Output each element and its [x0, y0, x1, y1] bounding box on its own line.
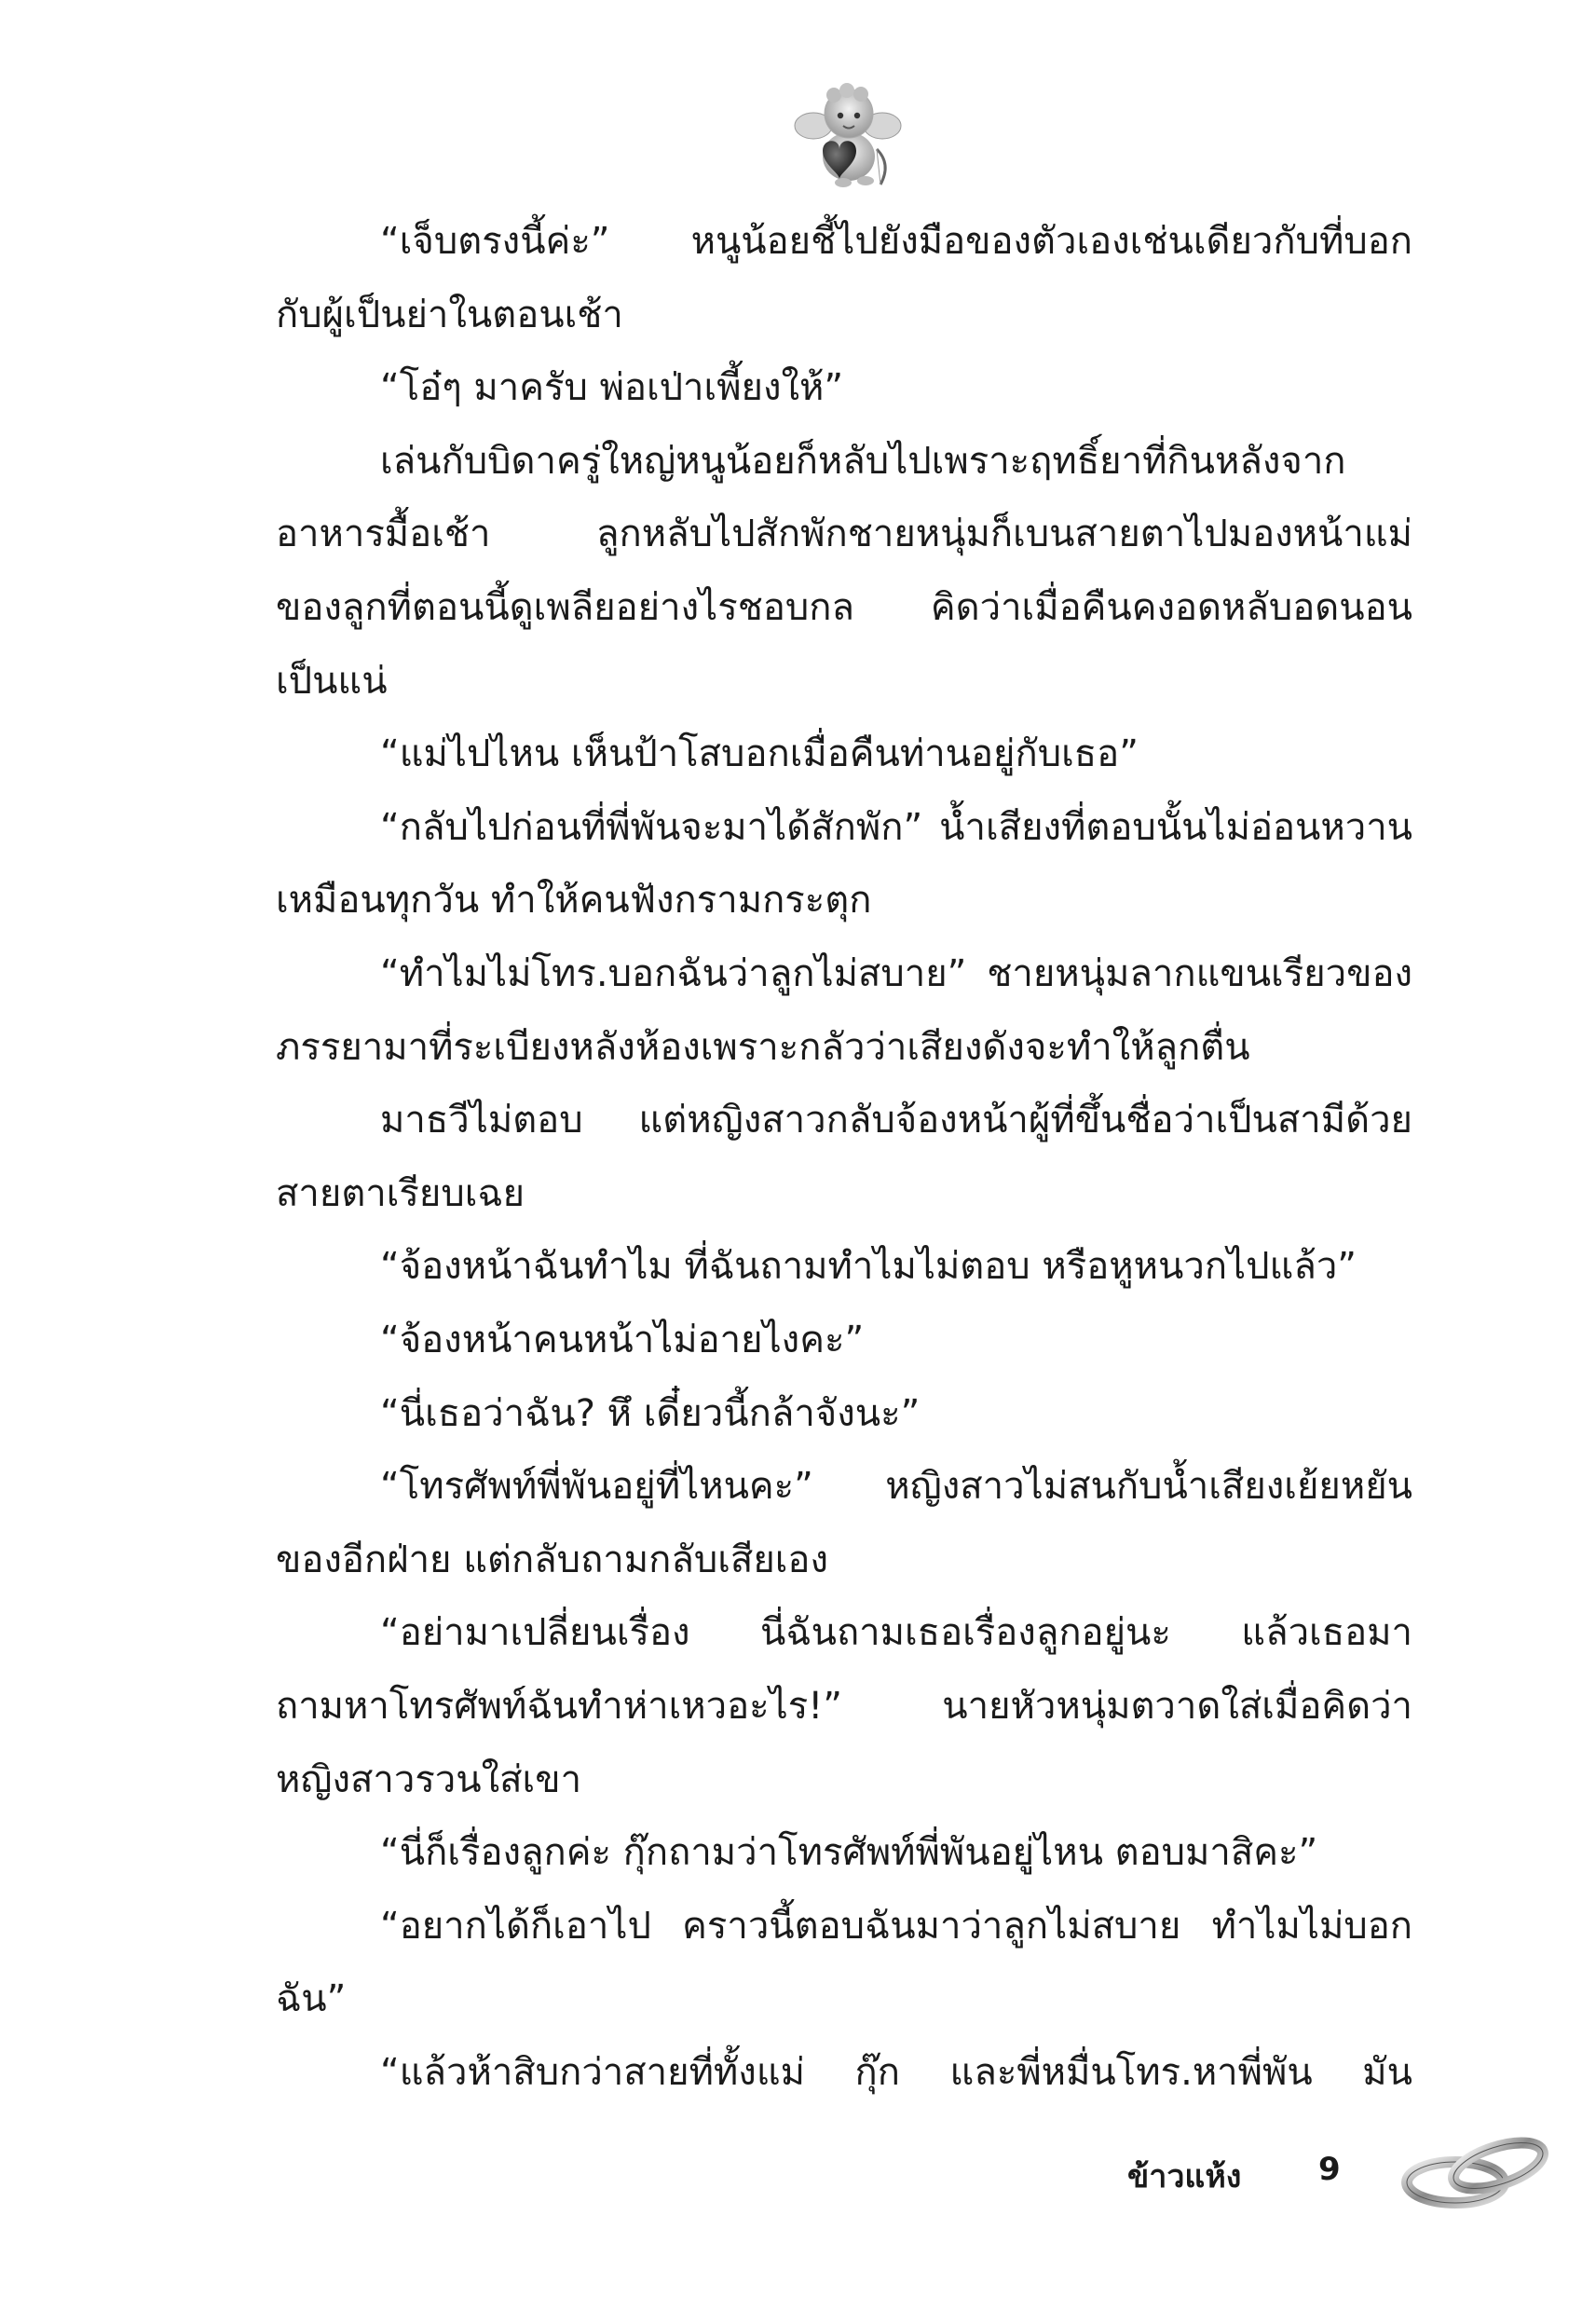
text-line: ฉัน”: [276, 1977, 347, 2021]
text-line: “โอ๋ๆ มาครับ พ่อเป่าเพี้ยงให้”: [380, 366, 844, 410]
page-number: 9: [1318, 2151, 1341, 2188]
text-line: มาธวีไม่ตอบ แต่หญิงสาวกลับจ้องหน้าผู้ที่ขึ้นชื่อว่าเป็นสามีด้วย: [380, 1099, 1412, 1142]
text-line: “อยากได้ก็เอาไป คราวนี้ตอบฉันมาว่าลูกไม่สบาย ทำไมไม่บอก: [380, 1904, 1412, 1948]
text-line: “จ้องหน้าคนหน้าไม่อายไงคะ”: [380, 1319, 865, 1361]
page-footer: [1127, 2145, 1556, 2201]
text-line: หญิงสาวรวนใส่เขา: [276, 1757, 582, 1801]
text-line: “แม่ไปไหน เห็นป้าโสบอกเมื่อคืนท่านอยู่กับเธอ”: [380, 732, 1139, 776]
book-title: ข้าวแห้ง: [1127, 2158, 1242, 2195]
text-line: “โทรศัพท์พี่พันอยู่ที่ไหนคะ” หญิงสาวไม่สนกับน้ำเสียงเย้ยหยัน: [380, 1465, 1412, 1509]
cupid-heart-icon: [787, 75, 908, 196]
text-line: “แล้วห้าสิบกว่าสายที่ทั้งแม่ กุ๊ก และพี่หมื่นโทร.หาพี่พัน มัน: [380, 2051, 1412, 2094]
text-line: “นี่เธอว่าฉัน? หึ เดี๋ยวนี้กล้าจังนะ”: [380, 1391, 921, 1435]
text-line: “นี่ก็เรื่องลูกค่ะ กุ๊กถามว่าโทรศัพท์พี่พันอยู่ไหน ตอบมาสิคะ”: [380, 1831, 1318, 1875]
text-line: อาหารมื้อเช้า ลูกหลับไปสักพักชายหนุ่มก็เบนสายตาไปมองหน้าแม่: [276, 513, 1412, 556]
text-line: เป็นแน่: [276, 659, 388, 703]
text-line: “เจ็บตรงนี้ค่ะ” หนูน้อยชี้ไปยังมือของตัวเองเช่นเดียวกับที่บอก: [380, 220, 1412, 263]
text-line: ของลูกที่ตอนนี้ดูเพลียอย่างไรชอบกล คิดว่าเมื่อคืนคงอดหลับอดนอน: [276, 586, 1412, 629]
text-line: สายตาเรียบเฉย: [276, 1171, 525, 1215]
text-line: “กลับไปก่อนที่พี่พันจะมาได้สักพัก” น้ำเสียงที่ตอบนั้นไม่อ่อนหวาน: [380, 805, 1412, 849]
text-line: ของอีกฝ่าย แต่กลับถามกลับเสียเอง: [276, 1538, 828, 1581]
text-line: เล่นกับบิดาครู่ใหญ่หนูน้อยก็หลับไปเพราะฤทธิ์ยาที่กินหลังจาก: [380, 439, 1346, 483]
wedding-rings-icon: [1398, 2117, 1556, 2220]
text-line: เหมือนทุกวัน ทำให้คนฟังกรามกระตุก: [276, 879, 872, 923]
text-line: ถามหาโทรศัพท์ฉันทำห่าเหวอะไร!” นายหัวหนุ่มตวาดใส่เมื่อคิดว่า: [276, 1685, 1412, 1728]
text-line: “อย่ามาเปลี่ยนเรื่อง นี่ฉันถามเธอเรื่องลูกอยู่นะ แล้วเธอมา: [380, 1611, 1412, 1655]
text-line: กับผู้เป็นย่าในตอนเช้า: [276, 293, 623, 336]
text-line: ภรรยามาที่ระเบียงหลังห้องเพราะกลัวว่าเสียงดังจะทำให้ลูกตื่น: [276, 1025, 1250, 1069]
text-line: “จ้องหน้าฉันทำไม ที่ฉันถามทำไมไม่ตอบ หรือหูหนวกไปแล้ว”: [380, 1245, 1357, 1289]
text-line: “ทำไมไม่โทร.บอกฉันว่าลูกไม่สบาย” ชายหนุ่มลากแขนเรียวของ: [380, 952, 1412, 995]
